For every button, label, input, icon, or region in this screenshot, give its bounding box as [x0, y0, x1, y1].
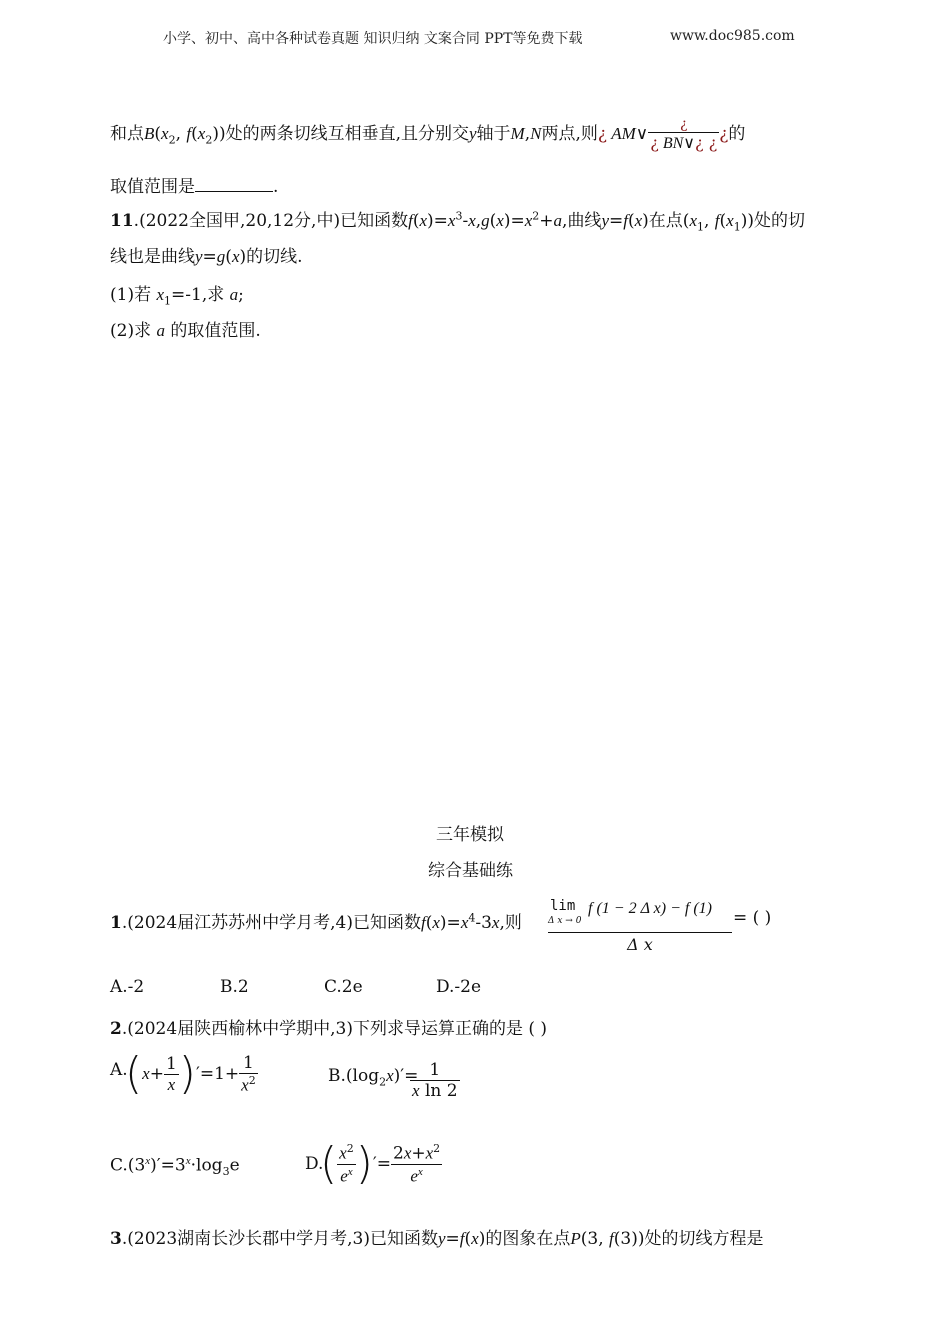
q1-option-c: C.2e	[324, 977, 363, 997]
page-header-site: www.doc985.com	[670, 28, 795, 44]
q10-line1: 和点$B(x_2$, $f(x_2)$)处的两条切线互相垂直,且分别交y轴于M,N两点,则¿ AM∨ $\frac{¿}{¿ BN\vee¿ ¿}$ ¿的	[110, 116, 746, 152]
q2-option-c: $C.(3^x)'=3^x\cdot\log_3e$	[110, 1155, 240, 1179]
q2-option-d: D.	[305, 1154, 324, 1174]
q2-option-a: A.	[110, 1060, 128, 1080]
answer-blank	[195, 177, 273, 192]
section-subtitle: 综合基础练	[428, 861, 513, 881]
q11-line2: 线也是曲线y=g(x)的切线.	[110, 247, 303, 267]
q1-option-b: B.2	[220, 977, 249, 997]
q1-option-a: A.-2	[110, 977, 145, 997]
q2-option-b: $B.(\log_2x)'=$	[328, 1066, 419, 1089]
q2-option-a-formula: (x+ $\frac{1}{x}$ )′=1+ $\frac{1}{x^2}$	[125, 1048, 256, 1099]
q2-option-b-fraction: $\frac{1}{\text{x ln 2}}$	[412, 1060, 458, 1101]
q3-line: 3.(2023湖南长沙长郡中学月考,3)已知函数y=f(x)的图象在点P(3, f(3))处的切线方程是	[110, 1229, 764, 1249]
q1-option-d: D.-2e	[436, 977, 482, 997]
q2-option-d-formula: ( $\frac{x^2}{e^x}$ )′= $\frac{2x+x^2}{e^x}$	[320, 1138, 441, 1190]
page-header-text: 小学、初中、高中各种试卷真题 知识归纳 文案合同 PPT等免费下载	[163, 31, 583, 47]
q1-limit-fraction: lim Δ x → 0 f (1 − 2 Δ x) − f (1) Δ x	[548, 898, 732, 954]
q11-line1: 11.(2022全国甲,20,12分,中)已知函数$f(x)=x^3-x,g(x)=x^2+a$,曲线y=f(x)在点($x_1$, $f(x_1)$)处的切	[110, 209, 805, 234]
q11-part1: (1)若 $x_1=-1$,求 a;	[110, 285, 244, 308]
q10-line2: 取值范围是 .	[110, 177, 279, 197]
q11-part2: (2)求 a 的取值范围.	[110, 321, 261, 341]
q2-line: 2.(2024届陕西榆林中学期中,3)下列求导运算正确的是 ( )	[110, 1019, 548, 1039]
q1-answer-paren: = ( )	[733, 908, 772, 928]
q10-fraction: $\frac{¿}{¿ BN\vee¿ ¿}$	[650, 116, 718, 152]
q1-line: 1.(2024届江苏苏州中学月考,4)已知函数$f(x)=x^4-3x$,则	[110, 911, 522, 933]
section-title: 三年模拟	[436, 825, 504, 845]
